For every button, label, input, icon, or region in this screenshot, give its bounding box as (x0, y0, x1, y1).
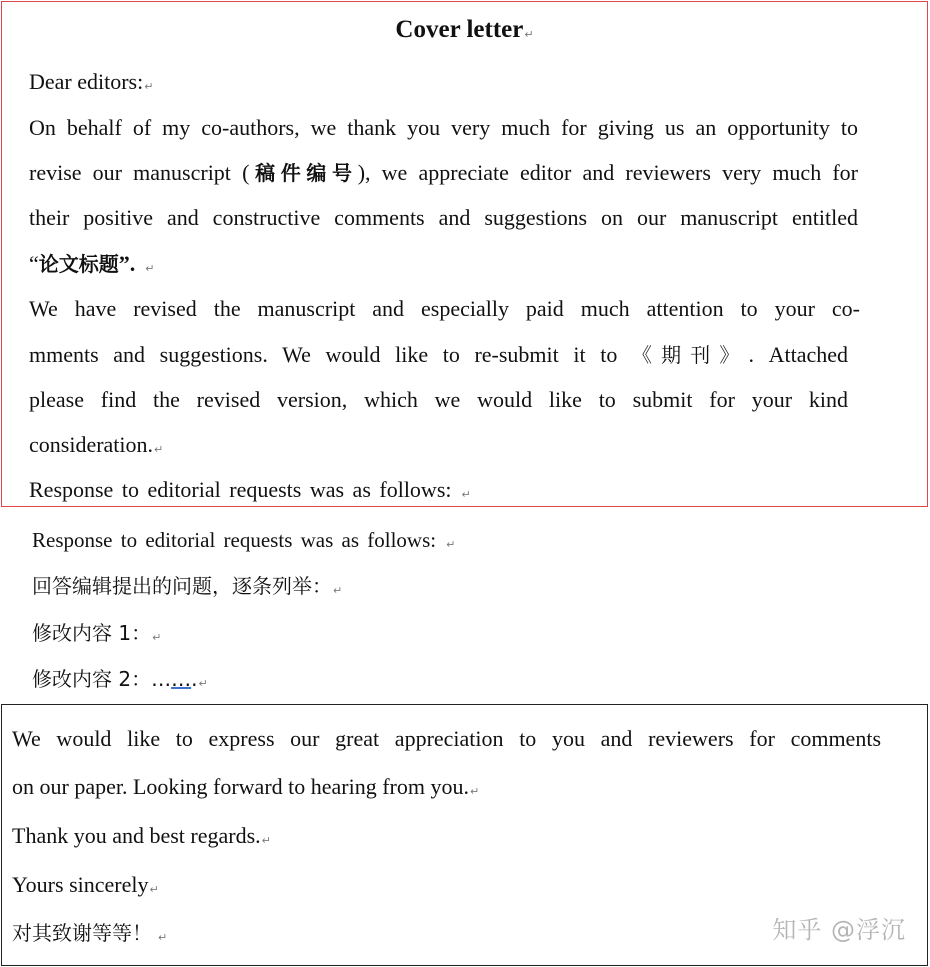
text-segment: 对其致谢等等！ (12, 921, 152, 945)
page-title (2, 14, 927, 51)
text-segment: Response to editorial requests was as follows: (32, 528, 437, 552)
paragraph-mark-icon: ↵ (261, 834, 271, 847)
paragraph-2-line-2 (29, 341, 848, 369)
text-segment: Thank you and best regards. (12, 823, 261, 848)
responses-instruction (32, 572, 342, 605)
salutation-text: Dear editors: (29, 69, 144, 94)
paragraph-1-line-3: their positive and constructive comments and suggestions on our manuscript entitled (29, 205, 858, 230)
paragraph-mark-icon: ↵ (333, 584, 343, 597)
paragraph-mark-icon: ↵ (144, 80, 154, 93)
closing-line-2 (12, 773, 479, 806)
paragraph-mark-icon: ↵ (149, 883, 159, 896)
text-segment: on our paper. Looking forward to hearing from you. (12, 774, 469, 799)
salutation (29, 68, 153, 101)
closing-cn-thanks (12, 919, 167, 952)
paragraph-2-line-1: We have revised the manuscript and especially paid much attention to your co- (29, 296, 860, 321)
paragraph-2-line-3: please find the revised version, which we would like to submit for your kind (29, 387, 848, 412)
response-item-2 (32, 665, 208, 698)
responses-intro (32, 526, 455, 559)
paragraph-mark-icon: ↵ (461, 488, 471, 501)
paragraph-1-line-4 (29, 250, 154, 283)
text-segment: … (151, 667, 172, 691)
paragraph-mark-icon: ↵ (158, 931, 168, 944)
text-segment: . (191, 667, 198, 691)
text-segment: consideration. (29, 432, 154, 457)
paragraph-mark-icon: ↵ (152, 631, 162, 644)
closing-line-1: We would like to express our great appreciation to you and reviewers for comments (12, 726, 881, 751)
text-segment: ), we appreciate editor and reviewers very much for (357, 160, 858, 185)
text-segment: 修改内容 1： (32, 621, 152, 645)
paragraph-mark-icon: ↵ (154, 443, 164, 456)
text-segment: “ (29, 251, 39, 276)
paragraph-mark-icon: ↵ (470, 785, 480, 798)
cover-letter-box (1, 1, 928, 507)
paragraph-mark-icon: ↵ (198, 677, 208, 690)
paragraph-mark-icon: ↵ (446, 538, 456, 551)
text-segment: 修改内容 2： (32, 667, 152, 691)
paragraph-2-line-4 (29, 431, 163, 464)
text-segment: Response to editorial requests was as follows: (29, 477, 452, 502)
text-segment: ”. (118, 251, 136, 276)
paper-title-placeholder: 论文标题 (38, 252, 119, 276)
text-segment: revise our manuscript ( (29, 160, 250, 185)
text-segment: mments and suggestions. We would like to re-submit it to (29, 342, 632, 367)
text-segment: Yours sincerely (12, 872, 149, 897)
response-intro-line (29, 476, 471, 509)
closing-thanks (12, 822, 271, 855)
paragraph-mark-icon: ↵ (145, 262, 155, 275)
title-text: Cover letter (395, 16, 524, 43)
spellcheck-underline-text: … (171, 667, 192, 691)
text-segment: 回答编辑提出的问题，逐条列举： (32, 574, 332, 598)
manuscript-number-placeholder: 稿件编号 (249, 161, 358, 185)
watermark: 知乎 @浮沉 (772, 916, 906, 944)
paragraph-mark-icon: ↵ (524, 28, 534, 41)
journal-name-placeholder: 《期刊》 (631, 343, 749, 367)
text-segment: . Attached (748, 342, 848, 367)
paragraph-1-line-2 (29, 159, 858, 187)
closing-signoff (12, 871, 159, 904)
paragraph-1-line-1: On behalf of my co-authors, we thank you very much for giving us an opportunity to (29, 115, 858, 140)
response-item-1 (32, 619, 161, 652)
